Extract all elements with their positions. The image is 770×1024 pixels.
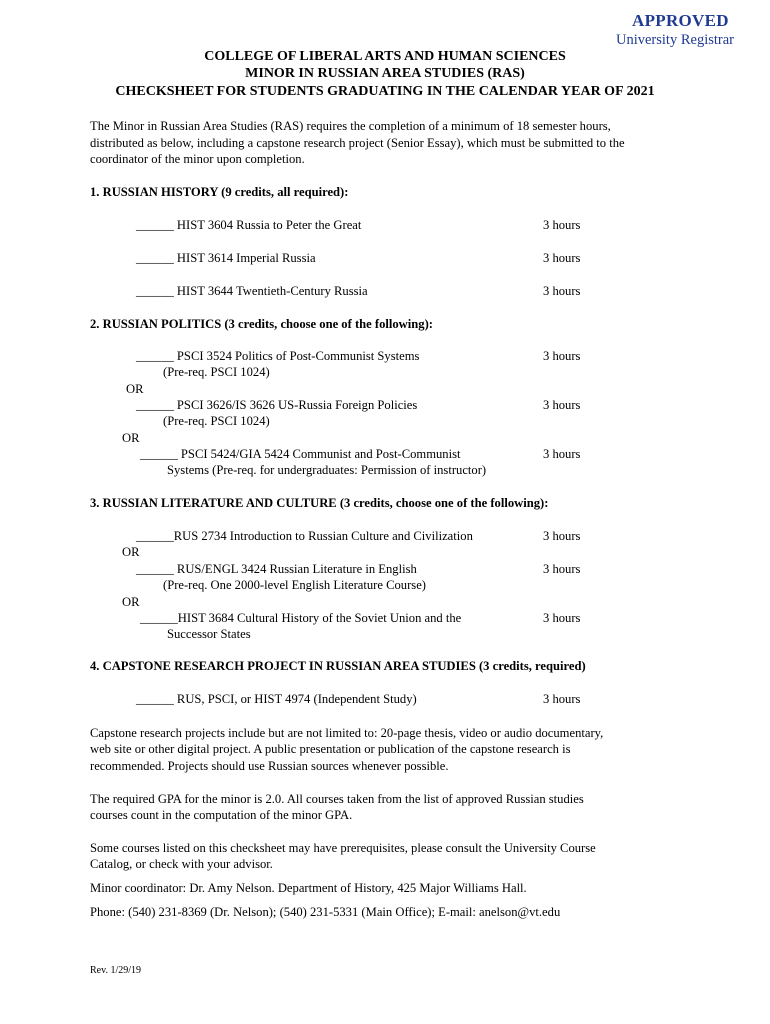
coordinator-info: Minor coordinator: Dr. Amy Nelson. Department of History, 425 Major Williams Hall. xyxy=(90,881,527,895)
or-label: OR xyxy=(126,382,144,396)
capstone-note-line-1: Capstone research projects include but are not limited to: 20-page thesis, video or audio documentary, xyxy=(90,726,604,740)
revision-date: Rev. 1/29/19 xyxy=(90,965,142,976)
prereq-note-line-2: Catalog, or check with your advisor. xyxy=(90,857,273,871)
checksheet-title: CHECKSHEET FOR STUDENTS GRADUATING IN THE CALENDAR YEAR OF 2021 xyxy=(115,84,655,99)
approved-stamp: APPROVED xyxy=(632,11,729,30)
course-psci-5424: ______ PSCI 5424/GIA 5424 Communist and Post-Communist xyxy=(140,447,461,461)
course-hours: 3 hours xyxy=(543,529,581,543)
gpa-note-line-2: courses count in the computation of the minor GPA. xyxy=(90,808,353,822)
course-hours: 3 hours xyxy=(543,284,581,298)
section-heading-literature: 3. RUSSIAN LITERATURE AND CULTURE (3 credits, choose one of the following): xyxy=(90,496,549,510)
course-hours: 3 hours xyxy=(543,562,581,576)
intro-line-1: The Minor in Russian Area Studies (RAS) requires the completion of a minimum of 18 semester hours, xyxy=(90,119,611,133)
college-title: COLLEGE OF LIBERAL ARTS AND HUMAN SCIENCES xyxy=(204,49,566,64)
contact-info: Phone: (540) 231-8369 (Dr. Nelson); (540) 231-5331 (Main Office); E-mail: anelson@vt.edu xyxy=(90,905,561,919)
intro-line-3: coordinator of the minor upon completion. xyxy=(90,152,305,166)
course-hist-3684: ______HIST 3684 Cultural History of the Soviet Union and the xyxy=(140,611,462,625)
course-prereq: (Pre-req. PSCI 1024) xyxy=(163,414,270,428)
or-label: OR xyxy=(122,545,140,559)
course-hours: 3 hours xyxy=(543,692,581,706)
capstone-note-line-2: web site or other digital project. A public presentation or publication of the capstone research is xyxy=(90,742,571,756)
course-hours: 3 hours xyxy=(543,447,581,461)
section-heading-capstone: 4. CAPSTONE RESEARCH PROJECT IN RUSSIAN AREA STUDIES (3 credits, required) xyxy=(90,659,586,673)
course-prereq: (Pre-req. PSCI 1024) xyxy=(163,365,270,379)
course-rus-engl-3424: ______ RUS/ENGL 3424 Russian Literature in English xyxy=(136,562,417,576)
course-sub-line: Successor States xyxy=(167,627,251,641)
course-hist-3644: ______ HIST 3644 Twentieth-Century Russia xyxy=(136,284,368,298)
course-hist-3614: ______ HIST 3614 Imperial Russia xyxy=(136,251,316,265)
course-prereq: Systems (Pre-req. for undergraduates: Permission of instructor) xyxy=(167,463,487,477)
course-hours: 3 hours xyxy=(543,218,581,232)
capstone-note-line-3: recommended. Projects should use Russian sources whenever possible. xyxy=(90,759,449,773)
registrar-stamp: University Registrar xyxy=(616,32,734,48)
course-psci-3524: ______ PSCI 3524 Politics of Post-Communist Systems xyxy=(136,349,420,363)
section-heading-politics: 2. RUSSIAN POLITICS (3 credits, choose one of the following): xyxy=(90,317,433,331)
or-label: OR xyxy=(122,595,140,609)
course-psci-3626: ______ PSCI 3626/IS 3626 US-Russia Foreign Policies xyxy=(136,398,418,412)
course-hist-3604: ______ HIST 3604 Russia to Peter the Great xyxy=(136,218,362,232)
or-label: OR xyxy=(122,431,140,445)
course-hours: 3 hours xyxy=(543,611,581,625)
intro-line-2: distributed as below, including a capstone research project (Senior Essay), which must be submitted to the xyxy=(90,136,625,150)
course-hours: 3 hours xyxy=(543,251,581,265)
course-rus-2734: ______RUS 2734 Introduction to Russian Culture and Civilization xyxy=(136,529,473,543)
prereq-note-line-1: Some courses listed on this checksheet may have prerequisites, please consult the University Course xyxy=(90,841,596,855)
section-heading-history: 1. RUSSIAN HISTORY (9 credits, all required): xyxy=(90,185,349,199)
gpa-note-line-1: The required GPA for the minor is 2.0. All courses taken from the list of approved Russian studies xyxy=(90,792,584,806)
course-hours: 3 hours xyxy=(543,398,581,412)
course-4974: ______ RUS, PSCI, or HIST 4974 (Independent Study) xyxy=(136,692,417,706)
minor-title: MINOR IN RUSSIAN AREA STUDIES (RAS) xyxy=(245,66,525,81)
course-hours: 3 hours xyxy=(543,349,581,363)
course-prereq: (Pre-req. One 2000-level English Literature Course) xyxy=(163,578,426,592)
